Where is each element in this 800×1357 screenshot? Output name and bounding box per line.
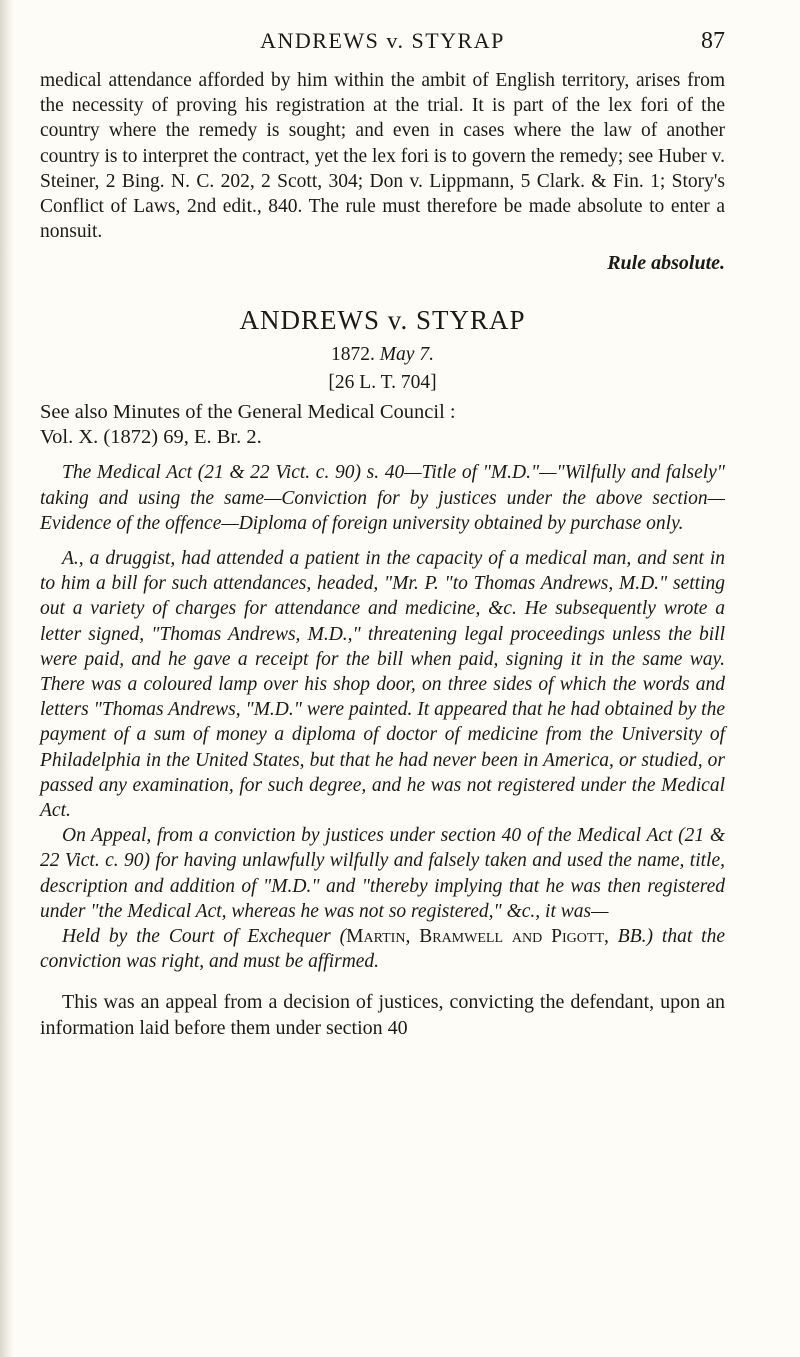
law-report-citation: [26 L. T. 704] [328,372,437,394]
held-judges: Martin, Bramwell and Pigott, [346,926,609,948]
see-also-line: See also Minutes of the General Medical Council : [40,401,456,424]
preceding-judgment-paragraph: medical attendance afforded by him within the ambit of English territory, arises from the necessity of proving his registration at the trial. It is part of the lex fori of the country where the remedy is sought; and even in cases where the law of another country is to interpret the contract, yet the lex fori is to govern the remedy; see Huber v. Steiner, 2 Bing. N. C. 202, 2 Scott, 304; Don v. Lippmann, 5 Clark. & Fin. 1; Story's Conflict of Laws, 2nd edit., 840. The rule must therefore be made absolute to enter a nonsuit. [40,70,725,243]
order-rule-absolute: Rule absolute. [607,252,725,275]
headnote-held [40,924,725,974]
page-gutter-shadow [0,0,14,1357]
running-title: ANDREWS v. STYRAP [260,28,505,53]
page-number: 87 [701,28,725,54]
case-date [40,344,725,366]
headnote-holding: On Appeal, from a conviction by justices under section 40 of the Medical Act (21 & 22 Vict. c. 90) for having unlawfully wilfully and falsely taken and used the name, title, description and addition of "M.D." and "thereby implying that he was then registered under "the Medical Act, whereas he was not so registered," &c., it was— [40,825,725,922]
held-intro: Held by the Court of Exchequer ( [62,926,347,948]
case-year: 1872. [331,344,375,366]
headnote-facts: A., a druggist, had attended a patient in the capacity of a medical man, and sent in to him a bill for such attendances, headed, "Mr. P. "to Thomas Andrews, M.D." setting out a variety of charges for attendance and medicine, &c. He subsequently wrote a letter signed, "Thomas Andrews, M.D.," threatening legal proceedings unless the bill were paid, and he gave a receipt for the bill when paid, signing it in the same way. There was a coloured lamp over his shop door, on three sides of which the words and letters "Thomas Andrews, "M.D." were painted. It appeared that he had obtained by the payment of a sum of money a diploma of doctor of medicine from the University of Philadelphia in the United States, but that he had never been in America, or studied, or passed any examination, for such degree, and he was not registered under the Medical Act. [40,548,725,822]
page-header [40,28,725,68]
held-rest: BB.) that the conviction was right, and must be affirmed. [40,926,725,973]
case-month: May 7. [379,344,434,366]
body-paragraph: This was an appeal from a decision of justices, convicting the defendant, upon an information laid before them under section 40 [40,991,725,1039]
book-page [40,28,725,1041]
case-title: ANDREWS v. STYRAP [239,305,526,336]
see-also-volume: Vol. X. (1872) 69, E. Br. 2. [40,426,262,449]
headnote-syllabus: The Medical Act (21 & 22 Vict. c. 90) s. 40—Title of "M.D."—"Wilfully and falsely" taking and using the same—Conviction for by justices under the above section—Evidence of the offence—Diploma of foreign university obtained by purchase only. [40,462,725,534]
